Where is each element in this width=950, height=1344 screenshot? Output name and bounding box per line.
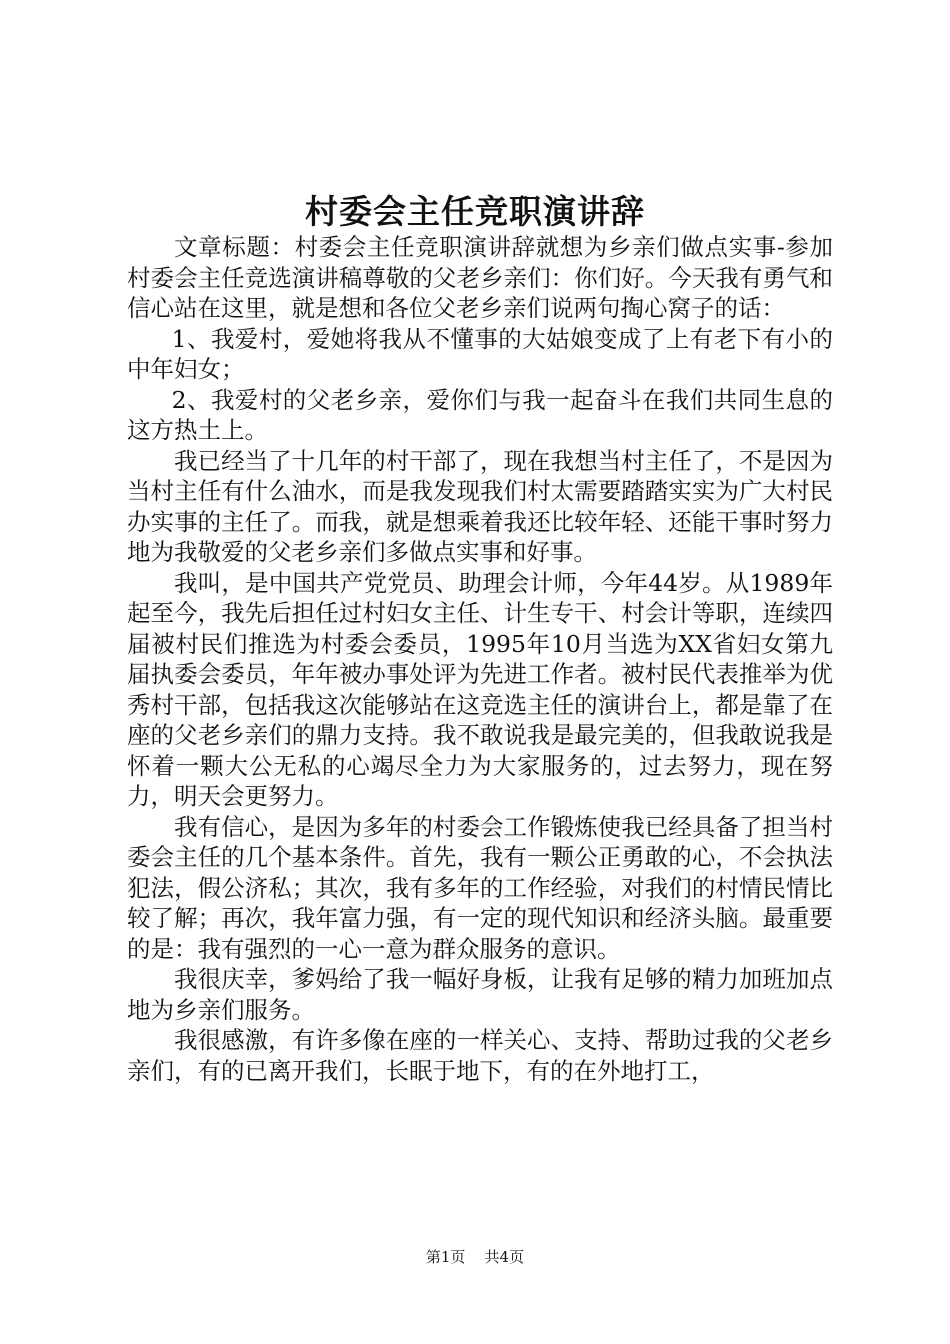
paragraph-list-item-2: 2、我爱村的父老乡亲，爱你们与我一起奋斗在我们共同生息的这方热土上。 [127, 385, 833, 444]
page-number: 第1页 [425, 1248, 466, 1266]
paragraph-list-item-1: 1、我爱村，爱她将我从不懂事的大姑娘变成了上有老下有小的中年妇女； [127, 324, 833, 383]
page-total: 共4页 [484, 1248, 525, 1266]
paragraph-background: 我叫，是中国共产党党员、助理会计师，今年44岁。从1989年起至今，我先后担任过村妇女主任、计生专干、村会计等职，连续四届被村民们推选为村委会委员，1995年10月当选为XX省妇女第九届执委会委员，年年被办事处评为先进工作者。被村民代表推举为优秀村干部，包括我这次能够站在这竞选主任的演讲台上，都是靠了在座的父老乡亲们的鼎力支持。我不敢说我是最完美的，但我敢说我是怀着一颗大公无私的心竭尽全力为大家服务的，过去努力，现在努力，明天会更努力。 [127, 568, 833, 810]
paragraph-motivation: 我已经当了十几年的村干部了，现在我想当村主任了，不是因为当村主任有什么油水，而是我发现我们村太需要踏踏实实为广大村民办实事的主任了。而我，就是想乘着我还比较年轻、还能干事时努力地为我敬爱的父老乡亲们多做点实事和好事。 [127, 446, 833, 566]
paragraph-intro: 文章标题：村委会主任竞职演讲辞就想为乡亲们做点实事-参加村委会主任竞选演讲稿尊敬的父老乡亲们：你们好。今天我有勇气和信心站在这里，就是想和各位父老乡亲们说两句掏心窝子的话： [127, 233, 833, 322]
paragraph-confidence: 我有信心，是因为多年的村委会工作锻炼使我已经具备了担当村委会主任的几个基本条件。首先，我有一颗公正勇敢的心，不会执法犯法，假公济私；其次，我有多年的工作经验，对我们的村情民情比较了解；再次，我年富力强，有一定的现代知识和经济头脑。最重要的是：我有强烈的一心一意为群众服务的意识。 [127, 812, 833, 963]
paragraph-grateful: 我很感激，有许多像在座的一样关心、支持、帮助过我的父老乡亲们，有的已离开我们，长眠于地下，有的在外地打工， [127, 1026, 833, 1085]
document-title: 村委会主任竞职演讲辞 [305, 192, 645, 231]
document-body [127, 232, 833, 1086]
page-footer [0, 1246, 950, 1267]
paragraph-fortunate: 我很庆幸，爹妈给了我一幅好身板，让我有足够的精力加班加点地为乡亲们服务。 [127, 965, 833, 1024]
footer-spacer [470, 1248, 480, 1266]
